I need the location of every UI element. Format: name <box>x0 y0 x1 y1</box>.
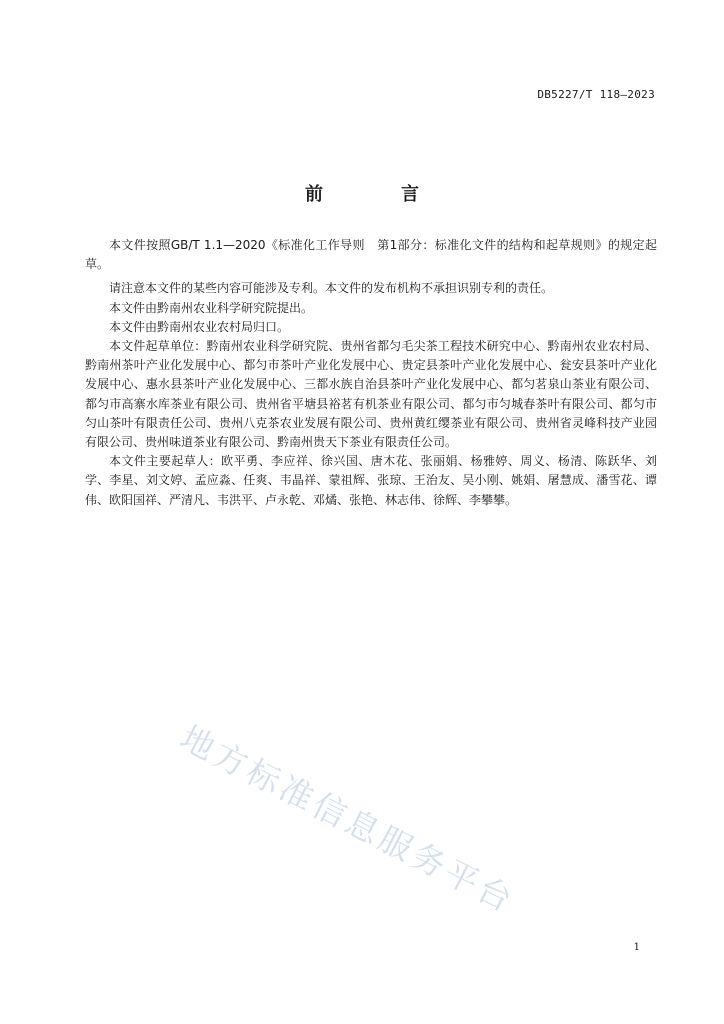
paragraph-administrator: 本文件由黔南州农业农村局归口。 <box>109 319 290 334</box>
document-code: DB5227/T 118—2023 <box>537 88 655 101</box>
paragraph-proposer: 本文件由黔南州农业科学研究院提出。 <box>109 300 314 315</box>
page-number: 1 <box>633 942 640 953</box>
paragraph-drafting-units: 本文件起草单位：黔南州农业科学研究院、贵州省都匀毛尖茶工程技术研究中心、黔南州农业农村局、黔南州茶叶产业化发展中心、都匀市茶叶产业化发展中心、贵定县茶叶产业化发展中心、瓮安县茶叶产业化发展中心、惠水县茶叶产业化发展中心、三都水族自治县茶叶产业化发展中心、都匀茗泉山茶业有限公司、都匀市高寨水库茶业有限公司、贵州省平塘县裕茗有机茶业有限公司、都匀市匀城春茶叶有限公司、都匀市匀山茶叶有限责任公司、贵州八克茶农业发展有限公司、贵州黄红缨茶业有限公司、贵州省灵峰科技产业园有限公司、贵州味道茶业有限公司、黔南州贵天下茶业有限责任公司。 <box>85 339 657 450</box>
paragraph-patent-notice: 请注意本文件的某些内容可能涉及专利。本文件的发布机构不承担识别专利的责任。 <box>109 281 554 296</box>
paragraph-main-drafters: 本文件主要起草人：欧平勇、李应祥、徐兴国、唐木花、张丽娟、杨雅婷、周义、杨清、陈跃华、刘学、李星、刘文婷、孟应淼、任爽、韦晶祥、蒙祖辉、张琼、王治友、吴小刚、姚娟、屠慧成、潘雪花、谭伟、欧阳国祥、严清凡、韦洪平、卢永乾、邓燏、张艳、林志伟、徐辉、李攀攀。 <box>85 454 657 507</box>
page-title: 前 言 <box>305 184 449 205</box>
watermark: 地方标准信息服务平台 <box>174 717 522 921</box>
paragraph-drafting-basis: 本文件按照GB/T 1.1—2020《标准化工作导则 第1部分：标准化文件的结构和起草规则》的规定起草。 <box>85 238 657 272</box>
document-body <box>85 236 657 510</box>
